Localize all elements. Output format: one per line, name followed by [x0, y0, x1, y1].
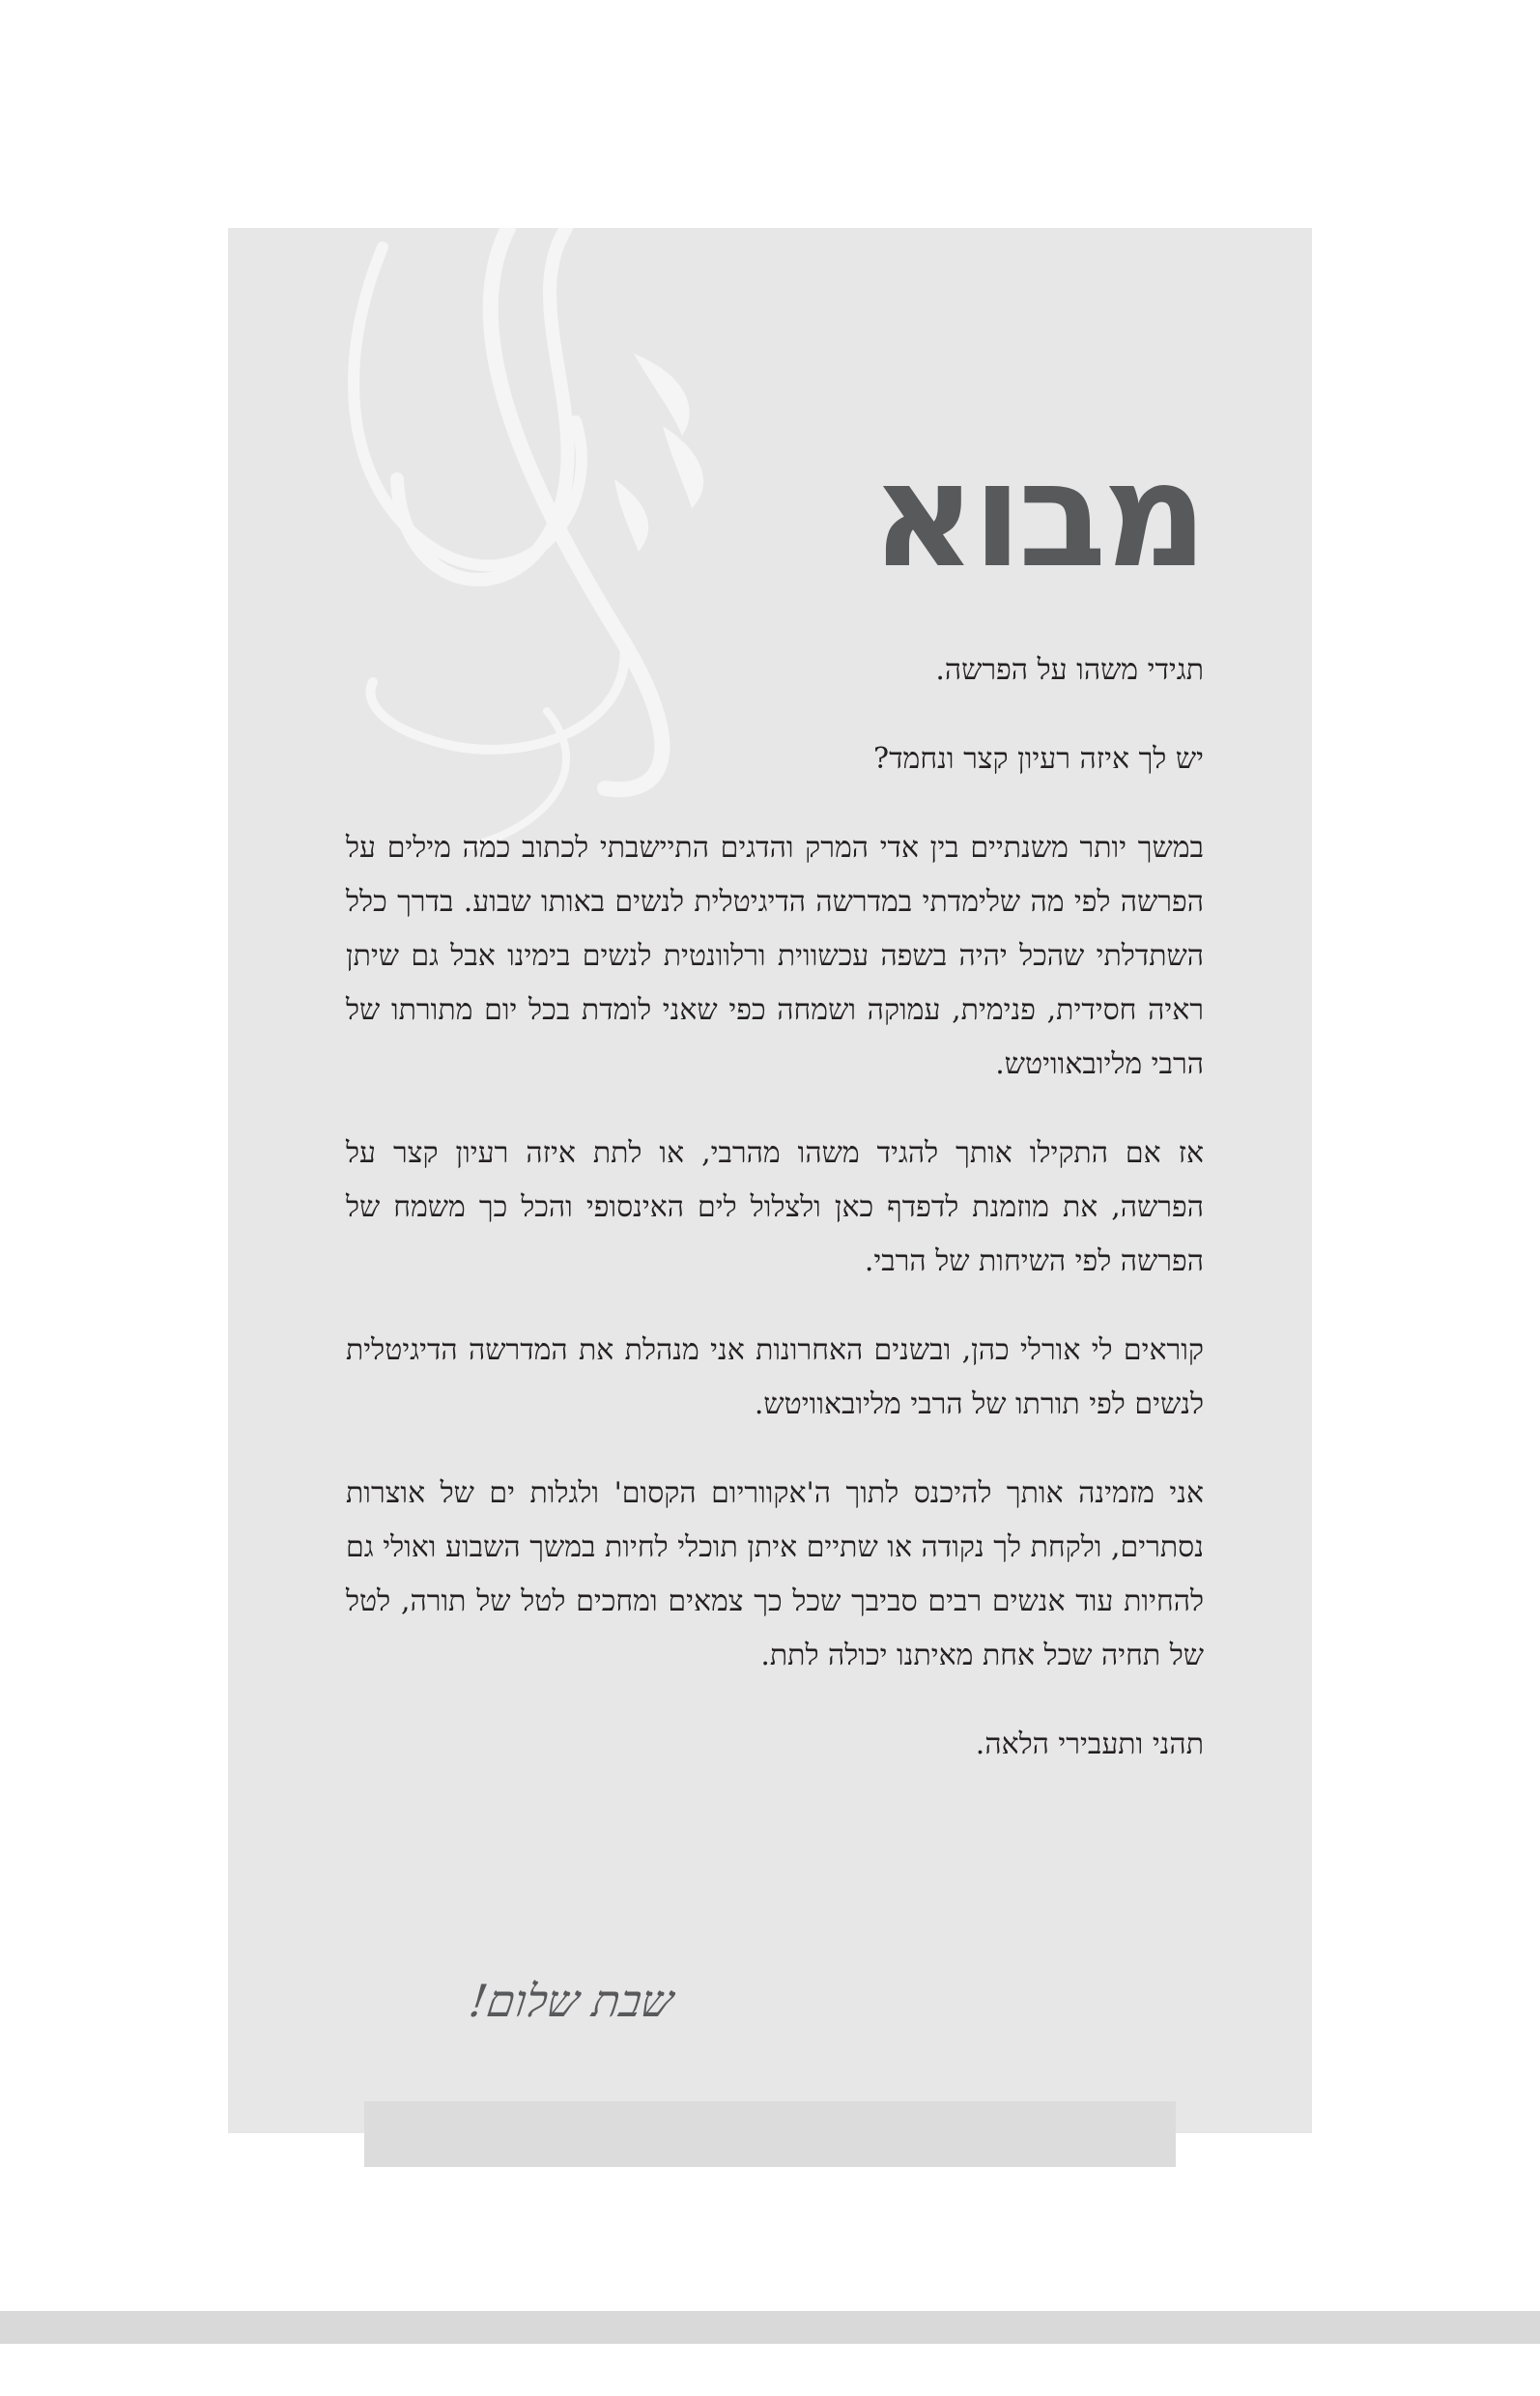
paragraph-about-author: קוראים לי אורלי כהן, ובשנים האחרונות אני מנהלת את המדרשה הדיגיטלית לנשים לפי תורתו של הרבי מליובאוויטש.	[346, 1333, 1204, 1421]
signature-text: שבת שלום!	[466, 1975, 677, 2027]
paragraph-closing: תהני ותעבירי הלאה.	[975, 1727, 1204, 1761]
intro-body	[346, 643, 1204, 1807]
paragraph-invitation: אז אם התקילו אותך להגיד משהו מהרבי, או לתת איזה רעיון קצר על הפרשה, את מוזמנת לדפדף כאן ולצלול לים האינסופי והכל כך משמח של הפרשה לפי השיחות של הרבי.	[346, 1136, 1204, 1278]
intro-panel	[228, 228, 1312, 2133]
paragraph-question-2: יש לך איזה רעיון קצר ונחמד?	[873, 742, 1204, 776]
page-title: מבוא	[870, 432, 1204, 600]
paragraph-background: במשך יותר משנתיים בין אדי המרק והדגים התיישבתי לכתוב כמה מילים על הפרשה לפי מה שלימדתי במדרשה הדיגיטלית לנשים באותו שבוע. בדרך כלל השתדלתי שהכל יהיה בשפה עכשווית ורלוונטית לנשים בימינו אבל גם שיתן ראיה חסידית, פנימית, עמוקה ושמחה כפי שאני לומדת בכל יום מתורתו של הרבי מליובאוויטש.	[346, 831, 1204, 1081]
paragraph-aquarium: אני מזמינה אותך להיכנס לתוך ה'אקווריום הקסום' ולגלות ים של אוצרות נסתרים, ולקחת לך נקודה או שתיים איתן תוכלי לחיות במשך השבוע ואולי גם להחיות עוד אנשים רבים סביבך שכל כך צמאים ומחכים לטל של תורה, לטל של תחיה שכל אחת מאיתנו יכולה לתת.	[346, 1476, 1204, 1672]
paragraph-question-1: תגידי משהו על הפרשה.	[935, 653, 1204, 687]
bottom-tab-strip	[364, 2101, 1176, 2167]
page-bottom-bar	[0, 2311, 1540, 2344]
